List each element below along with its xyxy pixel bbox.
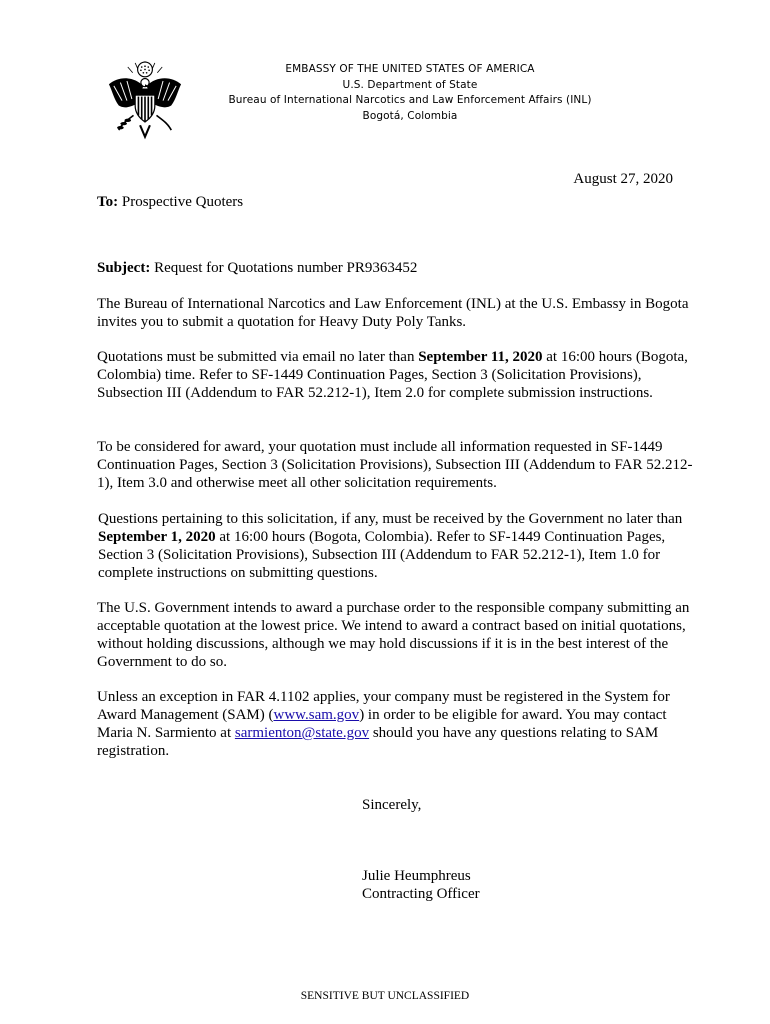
signature-block <box>362 867 480 903</box>
subject-label: Subject: <box>97 260 151 276</box>
subject-line <box>97 260 417 277</box>
letterhead-department: U.S. Department of State <box>342 78 478 91</box>
signer-name: Julie Heumphreus <box>362 868 471 884</box>
great-seal-eagle-icon <box>104 58 186 140</box>
questions-deadline-date: September 1, 2020 <box>98 529 216 545</box>
paragraph-text: ) in order to be eligible for award. You may contact Maria N. Sarmiento at <box>97 707 667 741</box>
letterhead-bureau: Bureau of International Narcotics and Law Enforcement Affairs (INL) <box>228 94 592 106</box>
paragraph-text: Quotations must be submitted via email no later than <box>97 349 419 365</box>
paragraph-questions-deadline <box>98 510 698 582</box>
submission-deadline-date: September 11, 2020 <box>418 349 543 365</box>
recipient-value: Prospective Quoters <box>118 194 244 210</box>
paragraph-text: Questions pertaining to this solicitation, if any, must be received by the Government no later than <box>98 511 683 527</box>
recipient-label: To: <box>97 194 119 210</box>
paragraph-text: at 16:00 hours (Bogota, Colombia). Refer to SF-1449 Continuation Pages, Section 3 (Solicitation Provisions), Subsection III (Addendum to FAR 52.212-1), Item 1.0 for complete instructions on submitting questions. <box>98 529 666 581</box>
letterhead-embassy: EMBASSY OF THE UNITED STATES OF AMERICA <box>285 63 535 75</box>
classification-footer: SENSITIVE BUT UNCLASSIFIED <box>300 990 470 1002</box>
paragraph-award-intent: The U.S. Government intends to award a purchase order to the responsible company submitting an acceptable quotation at the lowest price. We intend to award a contract based on initial quotations, without holding discussions, although we may hold discussions if it is in the best interest of the Government to do so. <box>97 600 690 670</box>
contact-email-link[interactable]: sarmienton@state.gov <box>234 725 370 741</box>
paragraph-sam-registration <box>97 688 697 760</box>
paragraph-text: should you have any questions relating to SAM registration. <box>97 725 659 759</box>
letterhead-location: Bogotá, Colombia <box>362 109 458 122</box>
paragraph-text: at 16:00 hours (Bogota, Colombia) time. Refer to SF-1449 Continuation Pages, Section 3 (Solicitation Provisions), Subsection III (Addendum to FAR 52.212-1), Item 2.0 for complete submission instructions. <box>97 349 688 401</box>
closing: Sincerely, <box>362 797 422 813</box>
paragraph-submission-deadline <box>97 348 697 402</box>
subject-value: Request for Quotations number PR9363452 <box>150 260 418 276</box>
recipient-line <box>97 194 243 211</box>
paragraph-text: Unless an exception in FAR 4.1102 applies, your company must be registered in the System for Award Management (SAM) ( <box>97 689 670 723</box>
letter-date: August 27, 2020 <box>573 171 673 187</box>
letterhead <box>200 62 620 124</box>
sam-gov-link[interactable]: www.sam.gov <box>273 707 360 723</box>
paragraph-award-requirements: To be considered for award, your quotation must include all information requested in SF-1449 Continuation Pages, Section 3 (Solicitation Provisions), Subsection III (Addendum to FAR 52.212-1), Item 3.0 and otherwise meet all other solicitation requirements. <box>97 439 693 491</box>
signer-title: Contracting Officer <box>362 886 480 902</box>
paragraph-invitation: The Bureau of International Narcotics and Law Enforcement (INL) at the U.S. Embassy in Bogota invites you to submit a quotation for Heavy Duty Poly Tanks. <box>97 296 689 330</box>
